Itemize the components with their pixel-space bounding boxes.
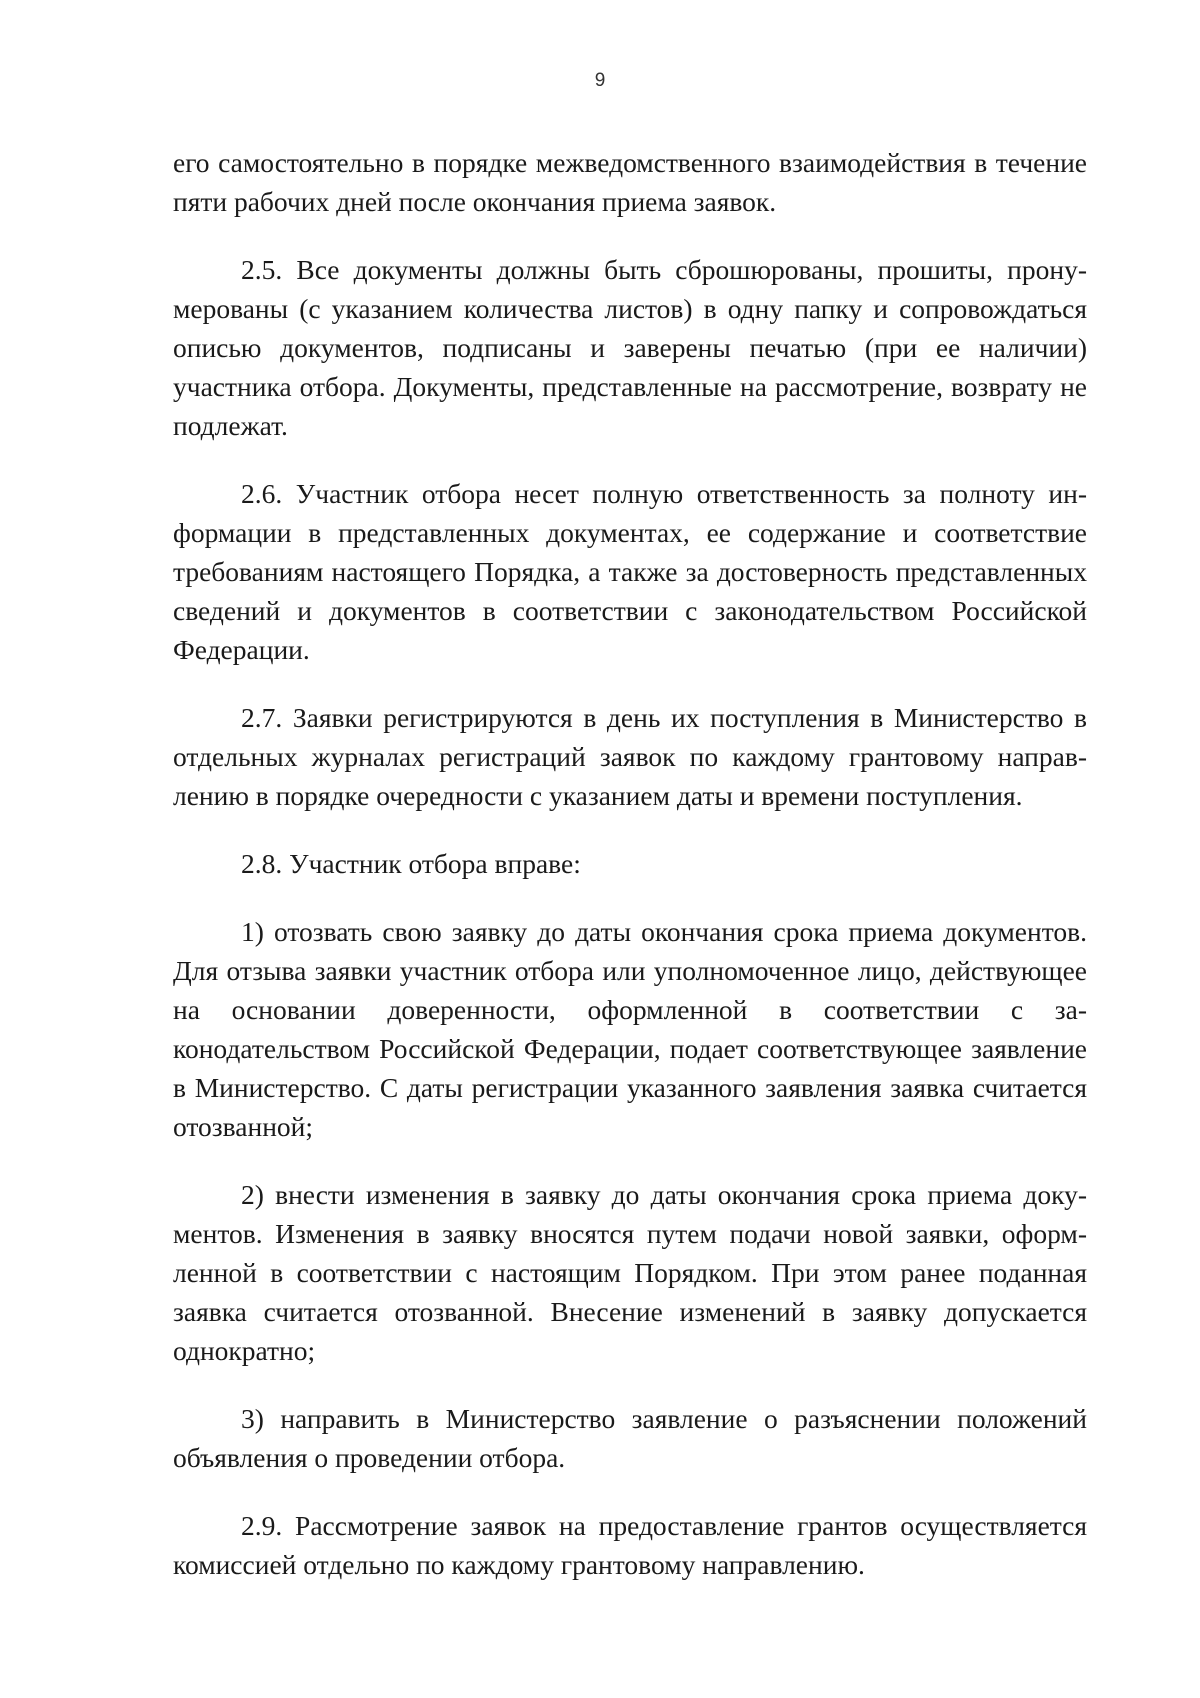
paragraph-2-8-item-2: 2) внести изменения в заявку до даты окончания срока приема документов. Изменения в заявку вносятся путем подачи новой заявки, оформленной в соответствии с настоящим Порядком. При этом ранее поданная заявка считается отозванной. Внесение изменений в заявку допускается однократно; xyxy=(173,1179,1087,1366)
page-number: 9 xyxy=(594,70,606,91)
paragraph-2-7: 2.7. Заявки регистрируются в день их поступления в Министерство в отдельных журналах регистраций заявок по каждому грантовому направлению в порядке очередности с указанием даты и времени поступления. xyxy=(173,702,1087,811)
paragraph-2-9: 2.9. Рассмотрение заявок на предоставление грантов осуществляется комиссией отдельно по каждому грантовому направлению. xyxy=(173,1510,1087,1580)
paragraph-2-5: 2.5. Все документы должны быть сброшюрованы, прошиты, пронумерованы (с указанием количества листов) в одну папку и сопровождаться описью документов, подписаны и заверены печатью (при ее наличии) участника отбора. Документы, представленные на рассмотрение, возврату не подлежат. xyxy=(173,254,1087,441)
paragraph-continuation: его самостоятельно в порядке межведомственного взаимодействия в течение пяти рабочих дней после окончания приема заявок. xyxy=(173,147,1087,217)
paragraph-2-8: 2.8. Участник отбора вправе: xyxy=(241,848,581,879)
document-body xyxy=(173,143,1087,1613)
paragraph-2-8-item-3: 3) направить в Министерство заявление о разъяснении положений объявления о проведении отбора. xyxy=(173,1403,1087,1473)
paragraph-2-8-item-1: 1) отозвать свою заявку до даты окончания срока приема документов. Для отзыва заявки участник отбора или уполномоченное лицо, действующее на основании доверенности, оформленной в соответствии с законодательством Российской Федерации, подает соответствующее заявление в Министерство. С даты регистрации указанного заявления заявка считается отозванной; xyxy=(173,916,1087,1142)
paragraph-2-6: 2.6. Участник отбора несет полную ответственность за полноту информации в представленных документах, ее содержание и соответствие требованиям настоящего Порядка, а также за достоверность представленных сведений и документов в соответствии с законодательством Российской Федерации. xyxy=(173,478,1087,665)
